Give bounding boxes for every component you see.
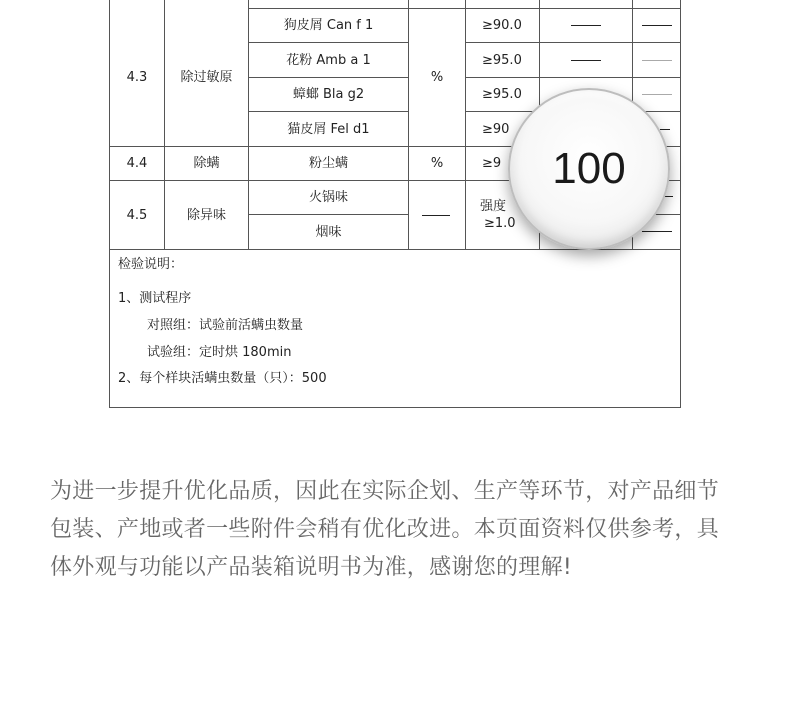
requirement-cell: ≥9 <box>482 156 502 171</box>
row-item: 除过敏原 <box>180 69 233 85</box>
dash-mark <box>422 215 450 216</box>
sub-item: 花粉 Amb a 1 <box>286 52 371 68</box>
requirement-cell: ≥90 <box>482 121 510 137</box>
disclaimer-line: 包装、产地或者一些附件会稍有优化改进。本页面资料仅供参考，具 <box>50 517 720 542</box>
requirement-cell: ≥95.0 <box>482 52 522 68</box>
row-item: 除螨 <box>193 156 220 171</box>
requirement-cell: ≥90.0 <box>482 17 522 33</box>
dash-mark <box>660 129 670 130</box>
magnifier-lens <box>508 88 670 250</box>
requirement-cell: 强度 <box>480 199 507 214</box>
dash-mark <box>571 60 601 61</box>
notes-title: 检验说明： <box>118 257 184 272</box>
sub-item: 蟑螂 Bla g2 <box>292 87 365 102</box>
unit-cell: % <box>430 156 444 171</box>
dash-mark <box>571 25 601 26</box>
sub-item: 狗皮屑 Can f 1 <box>283 17 374 33</box>
sub-item: 火锅味 <box>308 190 348 205</box>
dash-mark <box>642 60 672 61</box>
table-border-bottom <box>109 407 681 408</box>
dash-mark <box>642 94 672 95</box>
sub-item: 粉尘螨 <box>308 156 348 171</box>
sub-item: 烟味 <box>315 224 342 240</box>
magnified-value: 100 <box>552 144 626 193</box>
notes-line: 1、测试程序 <box>118 291 192 306</box>
notes-line: 对照组：试验前活螨虫数量 <box>147 318 304 333</box>
requirement-cell: ≥95.0 <box>482 87 522 102</box>
disclaimer-line: 体外观与功能以产品装箱说明书为准，感谢您的理解! <box>50 555 573 580</box>
dash-mark <box>642 231 672 232</box>
table-border-right <box>680 0 681 408</box>
dash-mark <box>642 25 672 26</box>
notes-line: 试验组：定时烘 180min <box>147 345 292 360</box>
row-item: 除异味 <box>186 207 226 223</box>
row-number: 4.3 <box>126 69 148 85</box>
disclaimer-line: 为进一步提升优化品质，因此在实际企划、生产等环节，对产品细节 <box>50 479 720 504</box>
notes-line: 2、每个样块活螨虫数量（只）：500 <box>118 371 327 386</box>
row-number: 4.4 <box>126 156 148 171</box>
unit-cell: % <box>430 69 444 85</box>
sub-item: 猫皮屑 Fel d1 <box>287 121 370 137</box>
row-number: 4.5 <box>126 207 148 223</box>
requirement-cell: ≥1.0 <box>484 216 516 231</box>
